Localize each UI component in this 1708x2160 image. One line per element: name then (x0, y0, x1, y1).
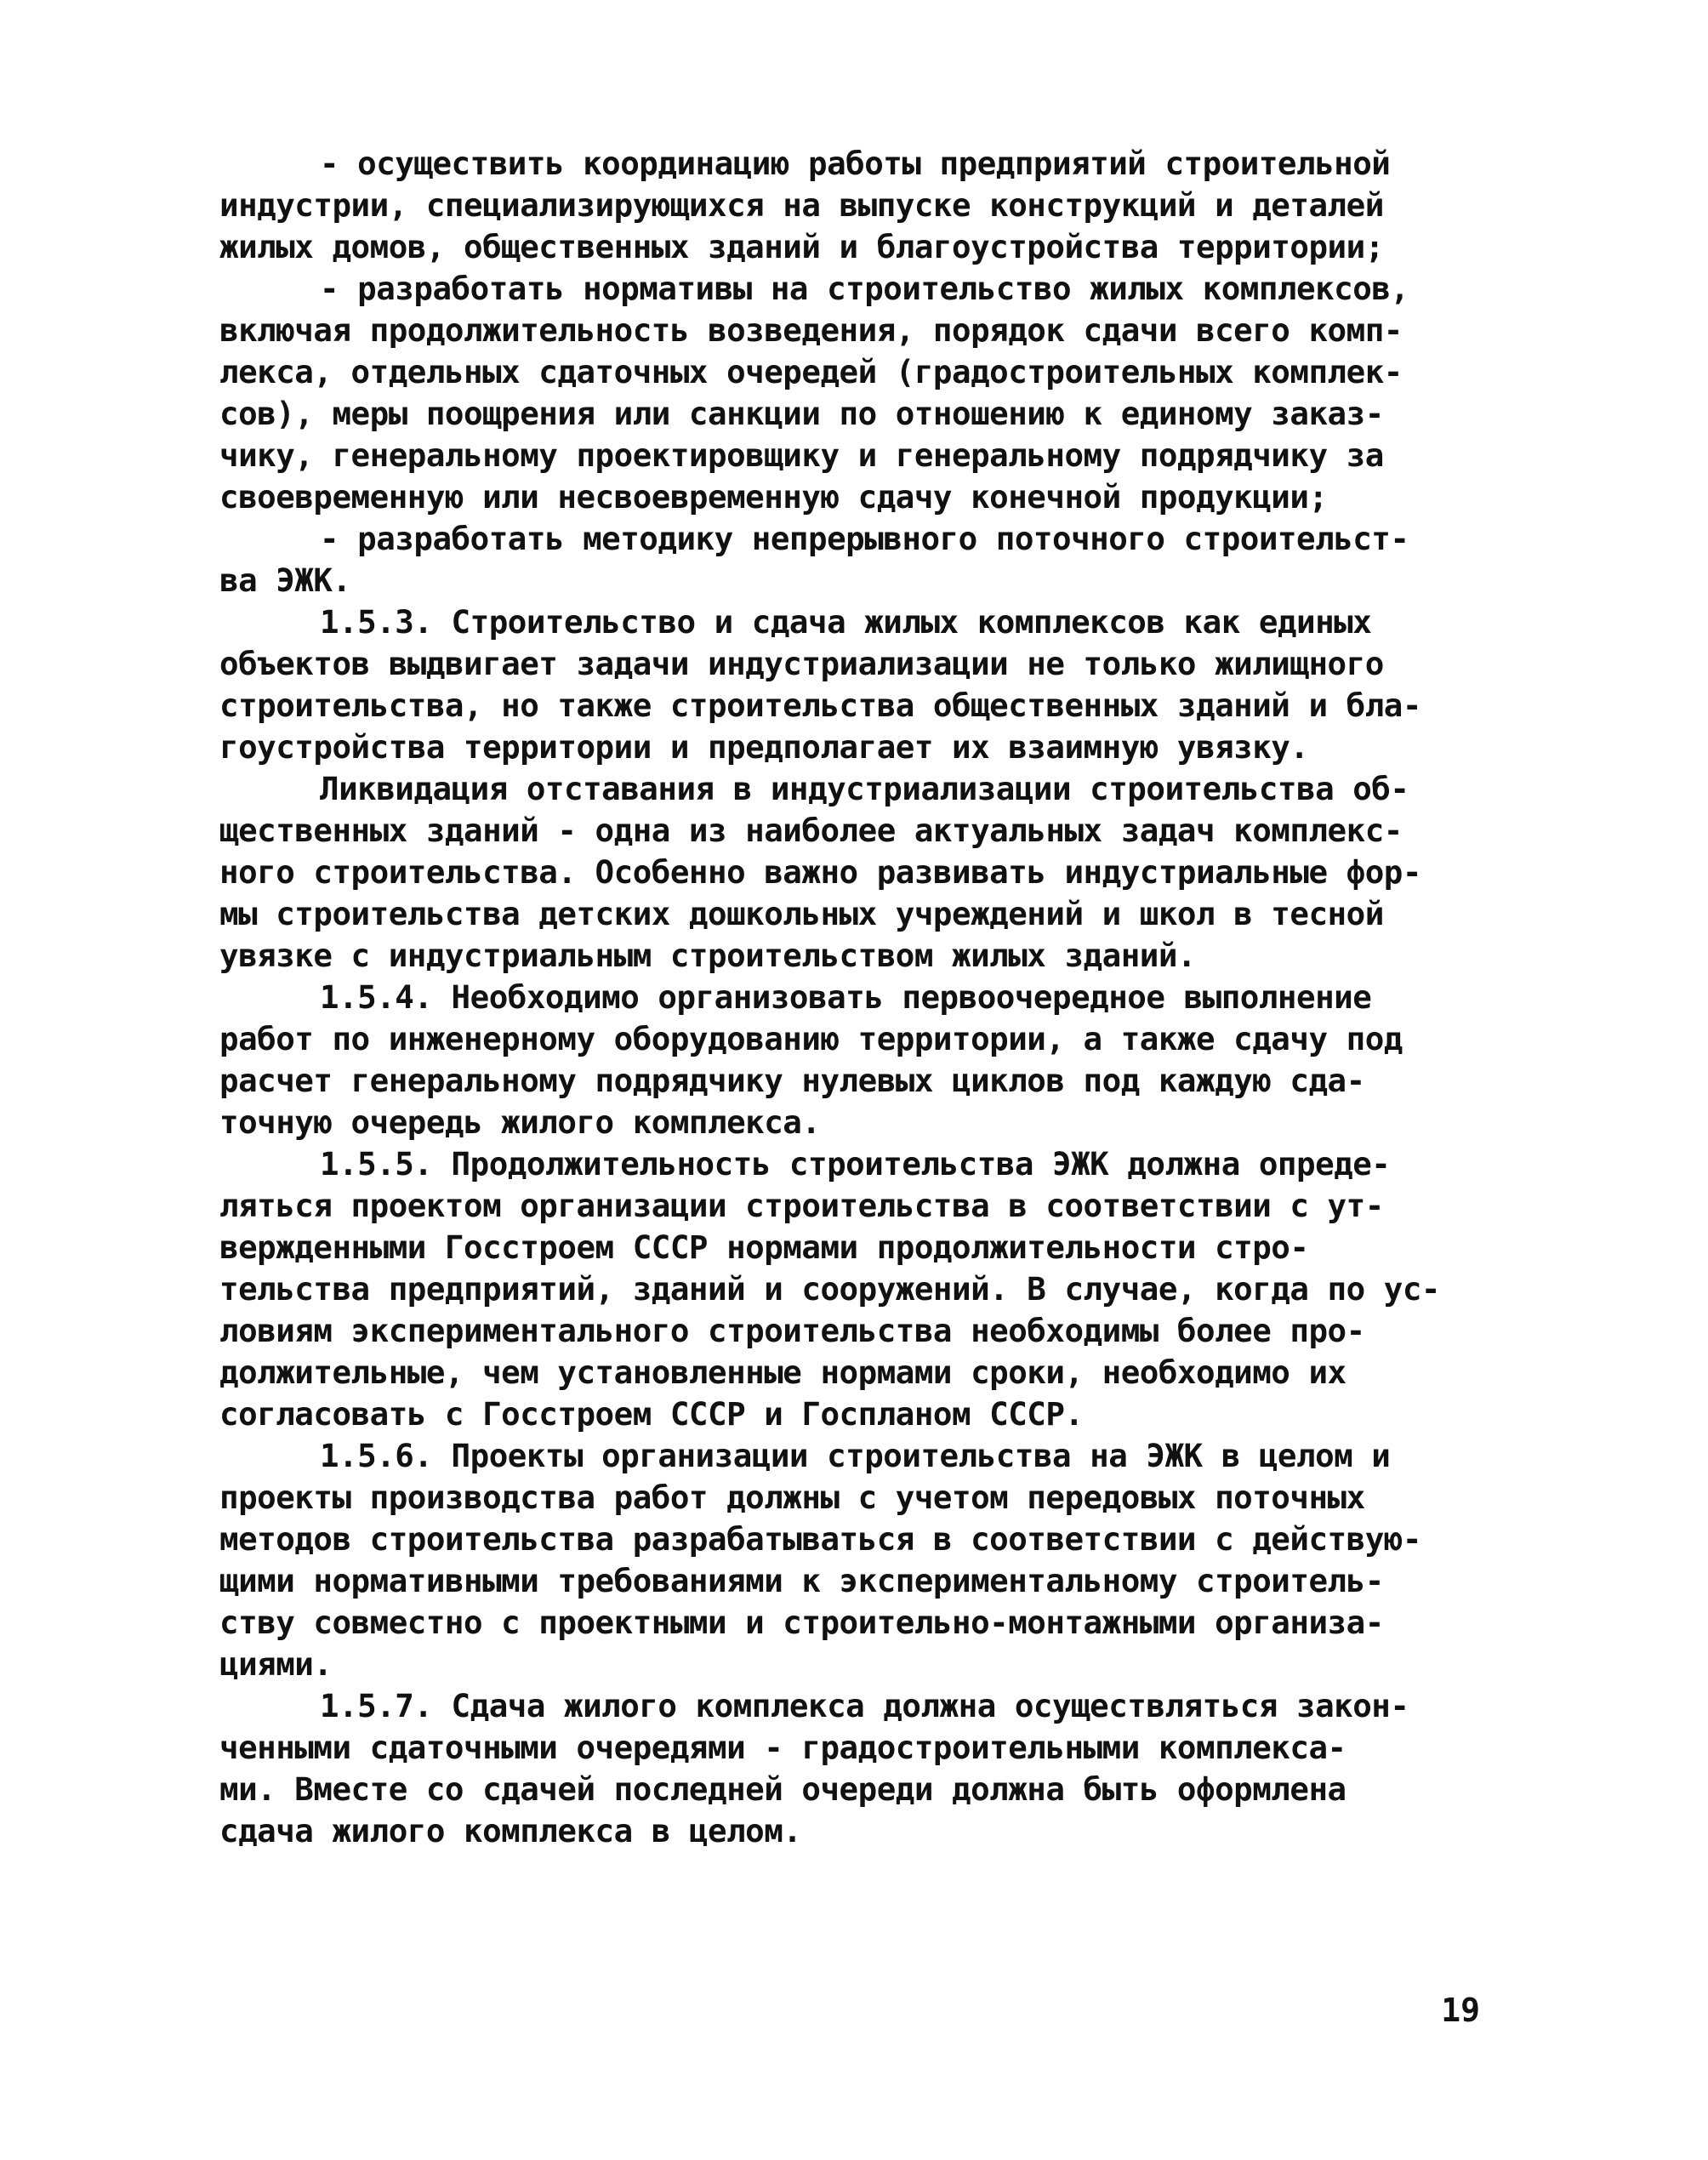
text-line: сдача жилого комплекса в целом. (219, 1812, 802, 1849)
text-line: мы строительства детских дошкольных учреждений и школ в тесной (219, 895, 1384, 932)
text-line: строительства, но также строительства общественных зданий и бла- (219, 687, 1421, 724)
text-line: ного строительства. Особенно важно развивать индустриальные фор- (219, 853, 1421, 891)
text-line: ми. Вместе со сдачей последней очереди должна быть оформлена (219, 1770, 1346, 1808)
text-line: индустрии, специализирующихся на выпуске конструкций и деталей (219, 186, 1384, 224)
text-line: расчет генеральному подрядчику нулевых циклов под каждую сда- (219, 1062, 1365, 1099)
text-line: должительные, чем установленные нормами сроки, необходимо их (219, 1354, 1346, 1391)
text-line: согласовать с Госстроем СССР и Госпланом СССР. (219, 1395, 1084, 1433)
body-text (219, 143, 1477, 1852)
text-line: 1.5.3. Строительство и сдача жилых комплексов как единых (320, 603, 1372, 641)
text-line: проекты производства работ должны с учетом передовых поточных (219, 1479, 1365, 1516)
text-line: жилых домов, общественных зданий и благоустройства территории; (219, 228, 1384, 265)
text-line: - разработать нормативы на строительство жилых комплексов, (320, 270, 1409, 307)
text-line: щественных зданий - одна из наиболее актуальных задач комплекс- (219, 812, 1403, 849)
text-line: своевременную или несвоевременную сдачу конечной продукции; (219, 478, 1328, 516)
text-line: ляться проектом организации строительства в соответствии с ут- (219, 1187, 1384, 1224)
text-line: ству совместно с проектными и строительно-монтажными организа- (219, 1604, 1384, 1641)
text-line: Ликвидация отставания в индустриализации строительства об- (320, 770, 1409, 807)
text-line: циями. (219, 1645, 333, 1683)
text-line: вержденными Госстроем СССР нормами продолжительности стро- (219, 1228, 1309, 1266)
text-line: сов), меры поощрения или санкции по отношению к единому заказ- (219, 395, 1384, 432)
text-line: ченными сдаточными очередями - градостроительными комплекса- (219, 1729, 1346, 1766)
text-line: увязке с индустриальным строительством жилых зданий. (219, 937, 1196, 974)
text-line: лекса, отдельных сдаточных очередей (градостроительных комплек- (219, 353, 1403, 390)
text-line: 1.5.4. Необходимо организовать первоочередное выполнение (320, 978, 1372, 1016)
text-line: точную очередь жилого комплекса. (219, 1103, 821, 1141)
text-line: ловиям экспериментального строительства необходимы более про- (219, 1312, 1365, 1349)
text-line: включая продолжительность возведения, порядок сдачи всего комп- (219, 311, 1403, 349)
text-line: объектов выдвигает задачи индустриализации не только жилищного (219, 645, 1384, 682)
text-line: 1.5.7. Сдача жилого комплекса должна осуществляться закон- (320, 1687, 1409, 1724)
text-line: методов строительства разрабатываться в соответствии с действую- (219, 1520, 1421, 1558)
text-line: 1.5.6. Проекты организации строительства на ЭЖК в целом и (320, 1437, 1391, 1474)
text-line: - осуществить координацию работы предприятий строительной (320, 145, 1391, 182)
text-line: работ по инженерному оборудованию территории, а также сдачу под (219, 1020, 1403, 1057)
text-line: гоустройства территории и предполагает их взаимную увязку. (219, 728, 1309, 766)
text-line: тельства предприятий, зданий и сооружений. В случае, когда по ус- (219, 1270, 1440, 1308)
text-line: ва ЭЖК. (219, 561, 351, 599)
text-line: 1.5.5. Продолжительность строительства ЭЖК должна опреде- (320, 1145, 1391, 1183)
text-line: - разработать методику непрерывного поточного строительст- (320, 520, 1409, 557)
text-line: щими нормативными требованиями к экспериментальному строитель- (219, 1562, 1384, 1599)
text-line: чику, генеральному проектировщику и генеральному подрядчику за (219, 436, 1384, 474)
page-number: 19 (1441, 1992, 1480, 2029)
